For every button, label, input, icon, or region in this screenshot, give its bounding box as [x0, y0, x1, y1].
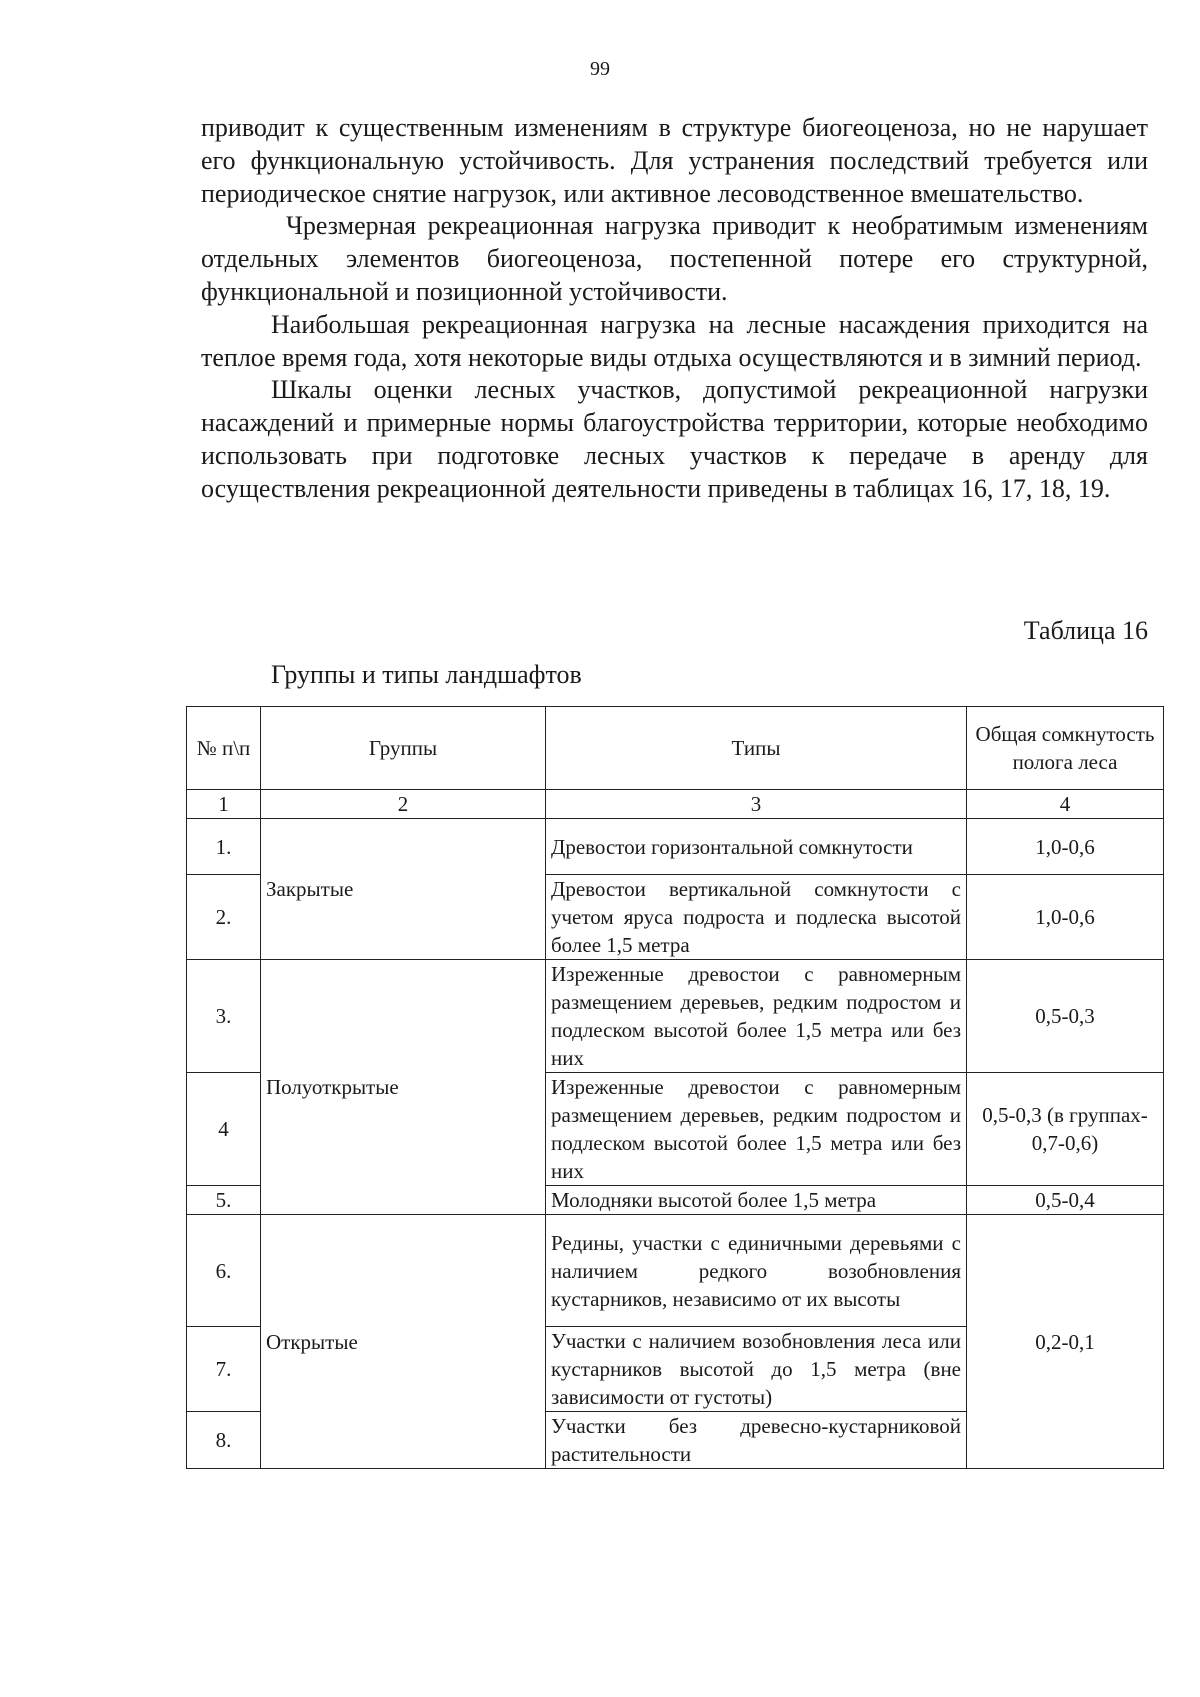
- table-title: Группы и типы ландшафтов: [271, 660, 582, 689]
- row-density: 0,5-0,4: [967, 1186, 1164, 1215]
- landscape-table: [186, 706, 1164, 1469]
- row-density: 1,0-0,6: [967, 819, 1164, 875]
- header-type: Типы: [546, 707, 967, 790]
- group-cell-semi-open: Полуоткрытые: [261, 960, 546, 1215]
- row-num: 6.: [187, 1215, 261, 1327]
- index-cell: 3: [546, 790, 967, 819]
- row-type: Редины, участки с единичными деревьями с наличием редкого возобновления кустарников, независимо от их высоты: [546, 1215, 967, 1327]
- row-type: Древостои вертикальной сомкнутости с учетом яруса подроста и подлеска высотой более 1,5 метра: [546, 875, 967, 960]
- group-cell-open: Открытые: [261, 1215, 546, 1469]
- open-density: 0,2-0,1: [967, 1215, 1164, 1469]
- row-density: 1,0-0,6: [967, 875, 1164, 960]
- row-type: Участки без древесно-кустарниковой растительности: [546, 1412, 967, 1469]
- header-num: № п\п: [187, 707, 261, 790]
- row-type: Молодняки высотой более 1,5 метра: [546, 1186, 967, 1215]
- row-type: Участки с наличием возобновления леса или кустарников высотой до 1,5 метра (вне зависимости от густоты): [546, 1327, 967, 1412]
- header-group: Группы: [261, 707, 546, 790]
- row-type: Древостои горизонтальной сомкнутости: [546, 819, 967, 875]
- row-num: 2.: [187, 875, 261, 960]
- row-density: 0,5-0,3 (в группах- 0,7-0,6): [967, 1073, 1164, 1186]
- table-row: [187, 819, 1164, 875]
- row-num: 8.: [187, 1412, 261, 1469]
- index-cell: 1: [187, 790, 261, 819]
- header-density: Общая сомкнутость полога леса: [967, 707, 1164, 790]
- row-num: 5.: [187, 1186, 261, 1215]
- row-num: 3.: [187, 960, 261, 1073]
- row-num: 1.: [187, 819, 261, 875]
- row-type: Изреженные древостои с равномерным размещением деревьев, редким подростом и подлеском высотой более 1,5 метра или без них: [546, 1073, 967, 1186]
- body-text: [201, 112, 1148, 506]
- table-row: [187, 1215, 1164, 1327]
- row-density: 0,5-0,3: [967, 960, 1164, 1073]
- group-cell-closed: Закрытые: [261, 819, 546, 960]
- table-row: [187, 960, 1164, 1073]
- paragraph: Наибольшая рекреационная нагрузка на лесные насаждения приходится на теплое время года, хотя некоторые виды отдыха осуществляются и в зимний период.: [201, 309, 1148, 372]
- row-num: 7.: [187, 1327, 261, 1412]
- paragraph: приводит к существенным изменениям в структуре биогеоценоза, но не нарушает его функциональную устойчивость. Для устранения последствий требуется или периодическое снятие нагрузок, или активное лесоводственное вмешательство.: [201, 113, 1148, 208]
- table-number: Таблица 16: [1023, 616, 1148, 645]
- table-index-row: [187, 790, 1164, 819]
- row-type: Изреженные древостои с равномерным размещением деревьев, редким подростом и подлеском высотой более 1,5 метра или без них: [546, 960, 967, 1073]
- row-num: 4: [187, 1073, 261, 1186]
- index-cell: 2: [261, 790, 546, 819]
- index-cell: 4: [967, 790, 1164, 819]
- paragraph: Чрезмерная рекреационная нагрузка приводит к необратимым изменениям отдельных элементов биогеоценоза, постепенной потере его структурной, функциональной и позиционной устойчивости.: [201, 211, 1148, 306]
- page-number: 99: [590, 58, 610, 80]
- table-header-row: [187, 707, 1164, 790]
- paragraph: Шкалы оценки лесных участков, допустимой рекреационной нагрузки насаждений и примерные нормы благоустройства территории, которые необходимо использовать при подготовке лесных участков к передаче в аренду для осуществления рекреационной деятельности приведены в таблицах 16, 17, 18, 19.: [201, 375, 1148, 503]
